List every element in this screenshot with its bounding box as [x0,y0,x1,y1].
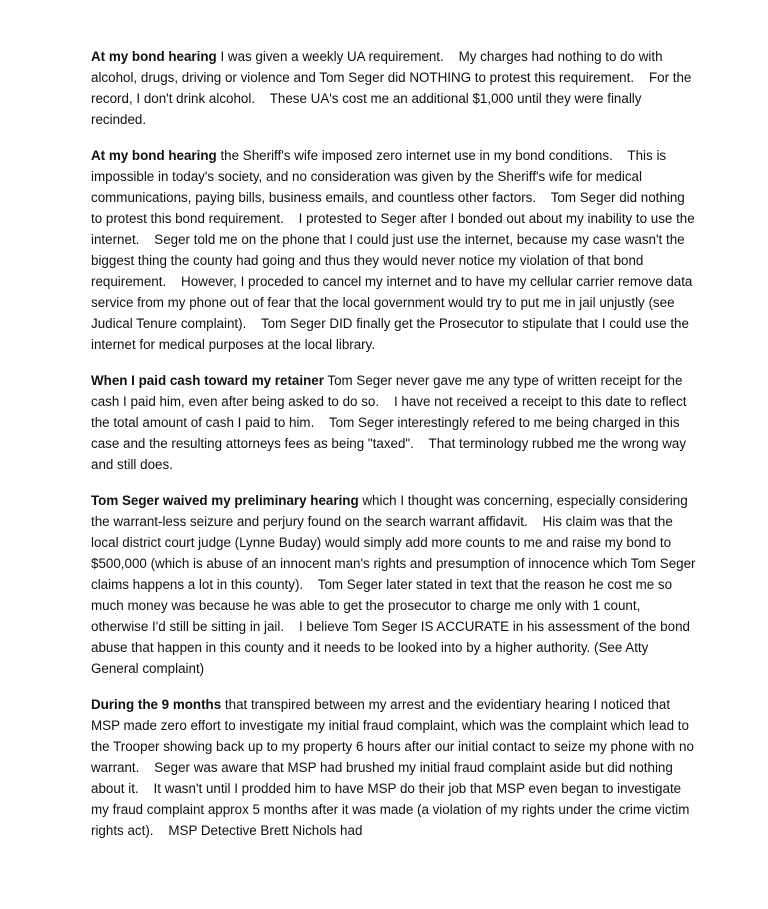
paragraph-lead: At my bond hearing [91,49,217,64]
paragraph-nine-months [91,694,698,841]
paragraph-body: which I thought was concerning, especially considering the warrant-less seizure and perjury found on the search warrant affidavit. His claim was that the local district court judge (Lynne Buday) would simply add more counts to me and raise my bond to $500,000 (which is abuse of an innocent man's rights and presumption of innocence which Tom Seger claims happens a lot in this county). Tom Seger later stated in text that the reason he cost me so much money was because he was able to get the prosecutor to charge me only with 1 count, otherwise I'd still be sitting in jail. I believe Tom Seger IS ACCURATE in his assessment of the bond abuse that happen in this county and it needs to be looked into by a higher authority. (See Atty General complaint) [91,493,700,676]
paragraph-bond-hearing-ua [91,46,698,130]
paragraph-cash-retainer [91,370,698,475]
paragraph-body: that transpired between my arrest and the evidentiary hearing I noticed that MSP made zero effort to investigate my initial fraud complaint, which was the complaint which lead to the Trooper showing back up to my property 6 hours after our initial contact to seize my phone with no warrant. Seger was aware that MSP had brushed my initial fraud complaint aside but did nothing about it. It wasn't until I prodded him to have MSP do their job that MSP even began to investigate my fraud complaint approx 5 months after it was made (a violation of my rights under the crime victim rights act). MSP Detective Brett Nichols had [91,697,698,838]
paragraph-lead: At my bond hearing [91,148,217,163]
paragraph-preliminary-hearing [91,490,698,679]
paragraph-lead: When I paid cash toward my retainer [91,373,324,388]
paragraph-lead: During the 9 months [91,697,222,712]
paragraph-body: I was given a weekly UA requirement. My charges had nothing to do with alcohol, drugs, driving or violence and Tom Seger did NOTHING to protest this requirement. For the record, I don't drink alcohol. These UA's cost me an additional $1,000 until they were finally recinded. [91,49,696,127]
paragraph-body: the Sheriff's wife imposed zero internet use in my bond conditions. This is impossible in today's society, and no consideration was given by the Sheriff's wife for medical communications, paying bills, business emails, and countless other factors. Tom Seger did nothing to protest this bond requirement. I protested to Seger after I bonded out about my inability to use the internet. Seger told me on the phone that I could just use the internet, because my case wasn't the biggest thing the county had going and thus they would never notice my violation of that bond requirement. However, I proceded to cancel my internet and to have my cellular carrier remove data service from my phone out of fear that the local government would try to put me in jail unjustly (see Judical Tenure complaint). Tom Seger DID finally get the Prosecutor to stipulate that I could use the internet for medical purposes at the local library. [91,148,699,352]
paragraph-bond-hearing-internet [91,145,698,355]
paragraph-lead: Tom Seger waived my preliminary hearing [91,493,359,508]
paragraph-body: Tom Seger never gave me any type of written receipt for the cash I paid him, even after being asked to do so. I have not received a receipt to this date to reflect the total amount of cash I paid to him. Tom Seger interestingly refered to me being charged in this case and the resulting attorneys fees as being "taxed". That terminology rubbed me the wrong way and still does. [91,373,691,472]
